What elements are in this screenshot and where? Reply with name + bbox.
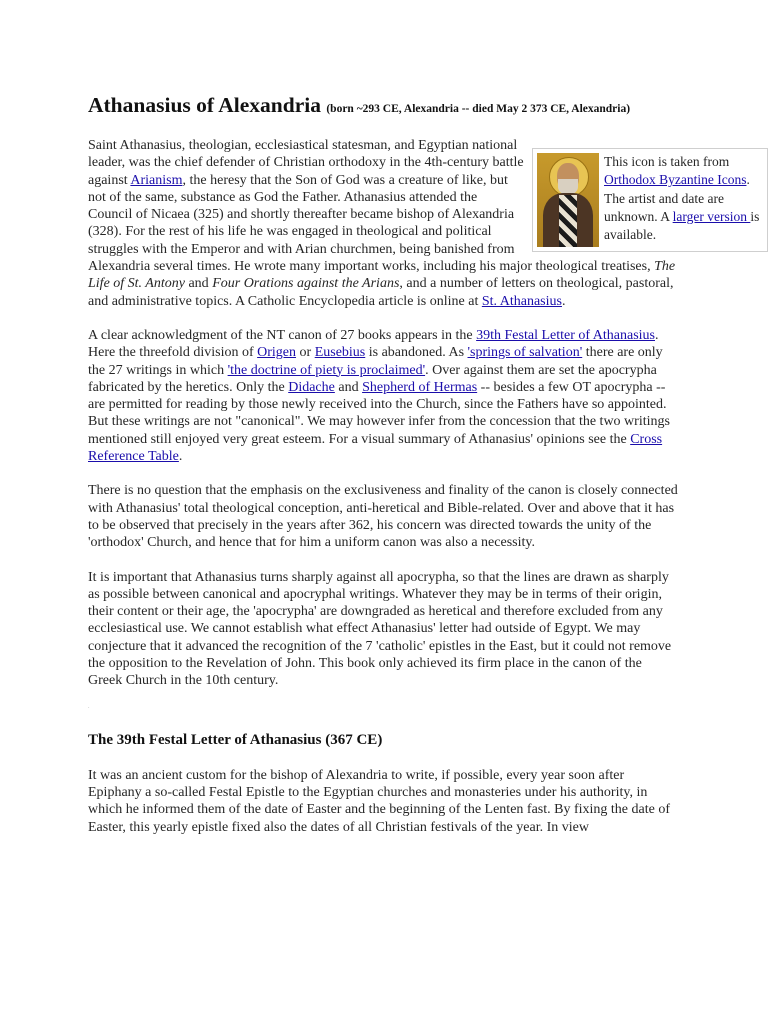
canon-text-6: . Over against them are set the apocrypha fabricated by the heretics. Only the [88,362,657,395]
st-athanasius-link[interactable]: St. Athanasius [481,293,562,309]
canon-text-9: . [178,449,183,465]
origen-link[interactable]: Origen [257,345,297,361]
arianism-link[interactable]: Arianism [130,172,183,188]
page-subtitle: (born ~293 CE, Alexandria -- died May 2 373 CE, Alexandria) [326,103,631,115]
canon-paragraph [88,327,678,465]
section-heading-text: The 39th Festal Letter of Athanasius [88,731,322,748]
intro-text-5: . [561,293,566,309]
eusebius-link[interactable]: Eusebius [314,345,366,361]
article-body [88,92,760,836]
canon-text-4: is abandoned. As [365,345,468,361]
icon-caption-text-2: . The artist and date are unknown. A [604,172,750,224]
orthodox-byzantine-icons-link[interactable]: Orthodox Byzantine Icons [604,172,747,188]
festal-epistle-paragraph: It was an ancient custom for the bishop of Alexandria to write, if possible, every year soon after Epiphany a so-called Festal Epistle to the Egyptian churches and monasteries under his authority, in which he informed them of the date of Easter and the beginning of the Lenten fast. By fixing the date of Easter, this yearly epistle fixed also the dates of all Christian festivals of the year. In view [88,767,670,835]
icon-caption-text: This icon is taken from [604,154,730,169]
canon-text-1: A clear acknowledgment of the NT canon of 27 books appears in the [88,327,477,343]
section-heading [88,730,678,750]
canon-text-5: there are only the 27 writings in which [88,345,663,378]
canon-text-3: or [296,345,315,361]
life-of-antony-title: The Life of St. Antony [88,259,676,292]
icon-caption [604,154,759,242]
larger-version-link[interactable]: larger version [672,208,751,224]
page-title [88,92,678,122]
emphasis-paragraph: There is no question that the emphasis on the exclusiveness and finality of the canon is closely connected with Athanasius' total theological conception, anti-heretical and Bible-related. Over and above that it has to be observed that precisely in the years after 362, his concern was directed towards the unity of the 'orthodox' Church, and hence that for him a uniform canon was also a necessity. [88,483,678,551]
festal-letter-link[interactable]: 39th Festal Letter of Athanasius [476,327,655,343]
canon-text-7: and [334,379,363,395]
icon-caption-text-3: is available. [604,208,760,243]
cross-reference-table-link[interactable]: Cross Reference Table [88,431,663,465]
didache-link[interactable]: Didache [288,379,335,395]
canon-text-2: . Here the threefold division of [88,327,659,361]
intro-text-1: Saint Athanasius, theologian, ecclesiastical statesman, and Egyptian national leader, was the chief defender of Christian orthodoxy in the 4th-century battle against [88,138,524,188]
doctrine-of-piety-link[interactable]: 'the doctrine of piety is proclaimed' [227,362,426,378]
intro-text-4: , and a number of letters on theological, pastoral, and administrative topics. A Catholic Encyclopedia article is online at [88,276,674,309]
four-orations-title: Four Orations against the Arians [212,276,400,292]
saint-icon-image[interactable] [537,153,599,247]
page-title-text: Athanasius of Alexandria [88,93,321,117]
intro-paragraph [88,137,760,310]
intro-text-2: , the heresy that the Son of God was a creature of like, but not of the same, substance as God the Father. Athanasius attended the Council of Nicaea (325) and shortly thereafter became bishop of Alexandria (328). For the rest of his life he was engaged in theological and political struggles with the Emperor and with Arian churchmen, being banished from Alexandria several times. He wrote many important works, including his major theological treatises, [88,172,655,275]
springs-of-salvation-link[interactable]: 'springs of salvation' [467,345,583,361]
apocrypha-paragraph: It is important that Athanasius turns sharply against all apocrypha, so that the lines are drawn as sharply as possible between canonical and apocryphal writings. Whatever they may be in terms of their origin, their content or their age, the 'apocrypha' are downgraded as heretical and therefore excluded from any ecclesiastical use. We cannot establish what effect Athanasius' letter had outside of Egypt. We may conjecture that it advanced the recognition of the 7 'catholic' epistles in the East, but it could not remove the opposition to the Revelation of John. This book only achieved its firm place in the canon of the Greek Church in the 10th century. [88,569,672,689]
section-heading-year: (367 CE) [325,731,383,748]
canon-text-8: -- besides a few OT apocrypha -- are permitted for reading by those newly received into the Church, since the Fathers have so appointed. But these writings are not "canonical". We may however infer from the concession that the two writings mentioned still enjoyed very great esteem. For a visual summary of Athanasius' opinions see the [88,379,670,447]
separator-dot: . [88,703,90,710]
shepherd-of-hermas-link[interactable]: Shepherd of Hermas [362,379,478,395]
intro-text-3: and [184,276,213,292]
icon-sidebar [532,148,768,252]
